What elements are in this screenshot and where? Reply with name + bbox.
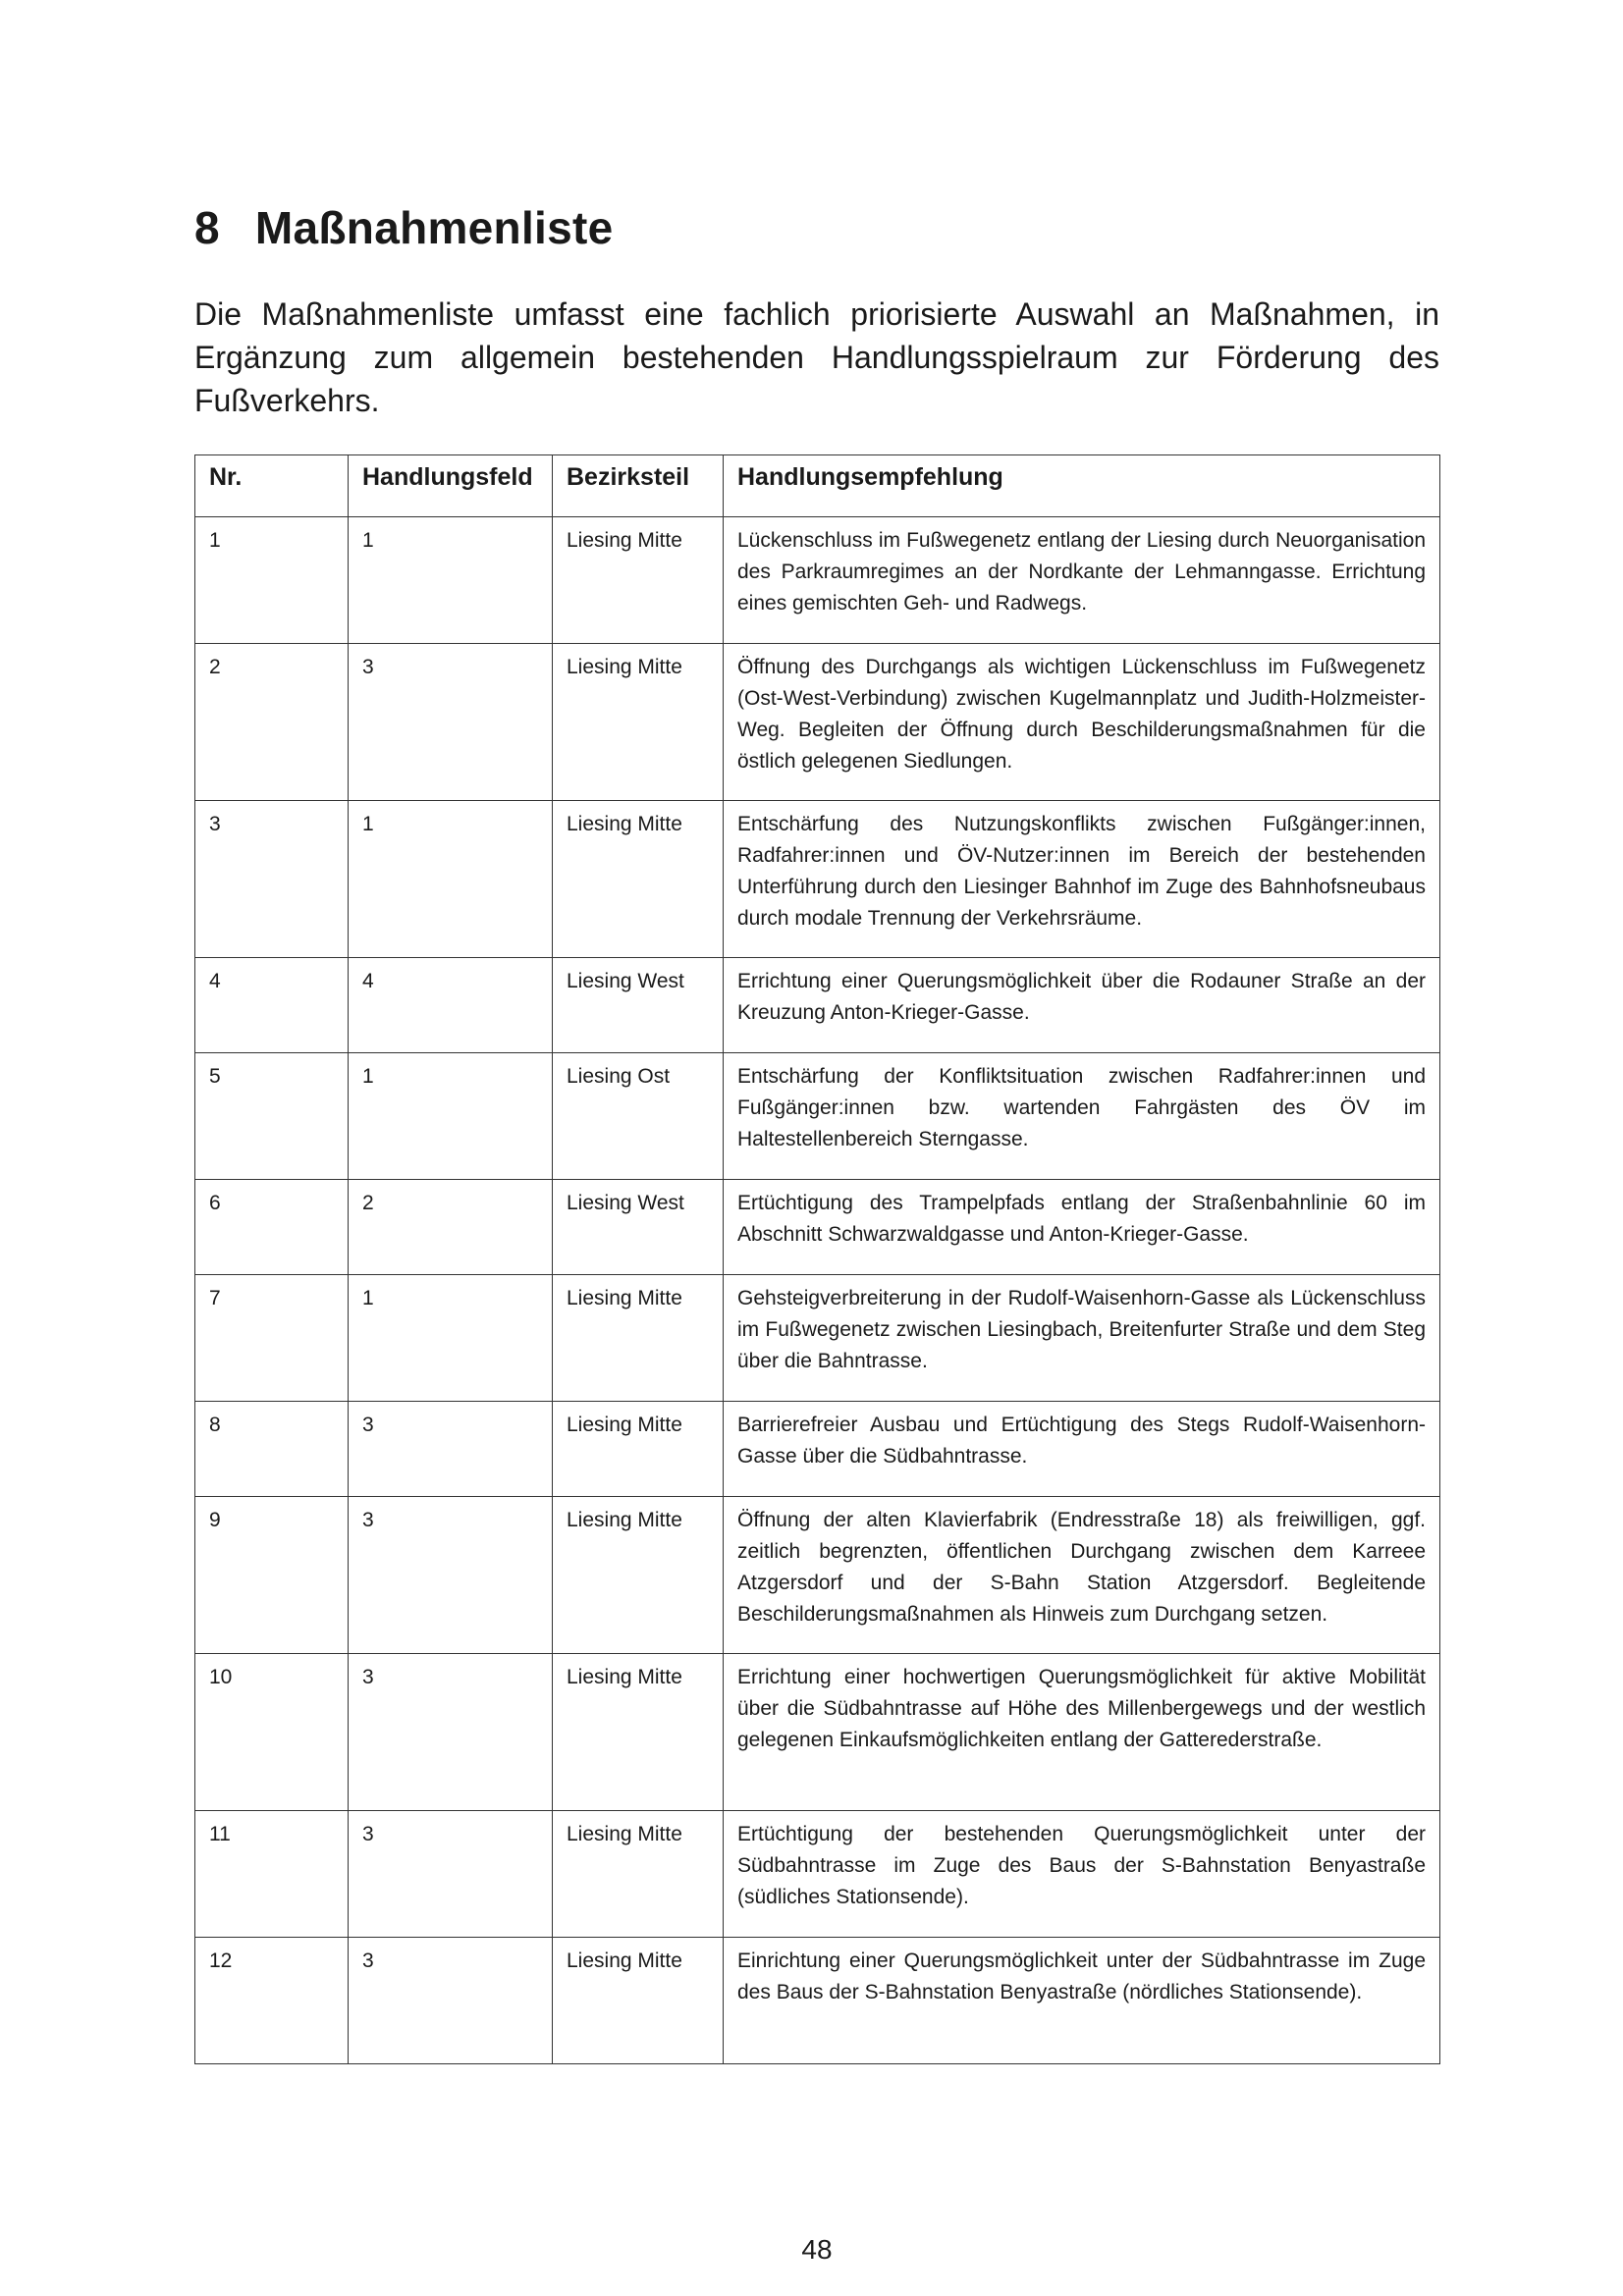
cell-nr: 6	[195, 1180, 349, 1275]
table-row	[195, 1497, 1440, 1654]
cell-bezirksteil: Liesing Mitte	[553, 644, 724, 801]
cell-handlungsfeld: 3	[349, 1497, 553, 1654]
cell-handlungsempfehlung: Entschärfung der Konfliktsituation zwischen Radfahrer:innen und Fußgänger:innen bzw. wartenden Fahrgästen des ÖV im Haltestellenbereich Sterngasse.	[724, 1053, 1440, 1180]
cell-handlungsfeld: 1	[349, 1275, 553, 1402]
cell-handlungsfeld: 1	[349, 1053, 553, 1180]
cell-nr: 5	[195, 1053, 349, 1180]
page-number: 48	[801, 2234, 833, 2265]
cell-bezirksteil: Liesing Mitte	[553, 1275, 724, 1402]
section-heading	[194, 201, 614, 254]
cell-handlungsempfehlung: Errichtung einer hochwertigen Querungsmöglichkeit für aktive Mobilität über die Südbahntrasse auf Höhe des Millenbergewegs und der westlich gelegenen Einkaufsmöglichkeiten entlang der Gatterederstraße.	[724, 1654, 1440, 1811]
measures-table	[194, 454, 1440, 2064]
table-row	[195, 644, 1440, 801]
table-row	[195, 1811, 1440, 1938]
header-handlungsempfehlung: Handlungsempfehlung	[724, 455, 1440, 517]
cell-handlungsempfehlung: Barrierefreier Ausbau und Ertüchtigung des Stegs Rudolf-Waisenhorn-Gasse über die Südbahntrasse.	[724, 1402, 1440, 1497]
cell-handlungsfeld: 3	[349, 1654, 553, 1811]
header-bezirksteil: Bezirksteil	[553, 455, 724, 517]
cell-nr: 1	[195, 517, 349, 644]
cell-handlungsempfehlung: Lückenschluss im Fußwegenetz entlang der Liesing durch Neuorganisation des Parkraumregimes an der Nordkante der Lehmanngasse. Errichtung eines gemischten Geh- und Radwegs.	[724, 517, 1440, 644]
cell-bezirksteil: Liesing West	[553, 958, 724, 1053]
table-row	[195, 1180, 1440, 1275]
cell-bezirksteil: Liesing Mitte	[553, 1402, 724, 1497]
cell-nr: 11	[195, 1811, 349, 1938]
table-row	[195, 1053, 1440, 1180]
cell-handlungsempfehlung: Ertüchtigung der bestehenden Querungsmöglichkeit unter der Südbahntrasse im Zuge des Baus der S-Bahnstation Benyastraße (südliches Stationsende).	[724, 1811, 1440, 1938]
table-header-row	[195, 455, 1440, 517]
table-row	[195, 801, 1440, 958]
cell-bezirksteil: Liesing Mitte	[553, 1497, 724, 1654]
cell-handlungsfeld: 3	[349, 1811, 553, 1938]
header-handlungsfeld: Handlungsfeld	[349, 455, 553, 517]
table-row	[195, 1275, 1440, 1402]
cell-nr: 9	[195, 1497, 349, 1654]
table-body	[195, 517, 1440, 2064]
cell-nr: 4	[195, 958, 349, 1053]
cell-nr: 10	[195, 1654, 349, 1811]
cell-handlungsempfehlung: Öffnung des Durchgangs als wichtigen Lückenschluss im Fußwegenetz (Ost-West-Verbindung) zwischen Kugelmannplatz und Judith-Holzmeister-Weg. Begleiten der Öffnung durch Beschilderungsmaßnahmen für die östlich gelegenen Siedlungen.	[724, 644, 1440, 801]
section-number: 8	[194, 202, 220, 253]
cell-handlungsempfehlung: Errichtung einer Querungsmöglichkeit über die Rodauner Straße an der Kreuzung Anton-Krieger-Gasse.	[724, 958, 1440, 1053]
table-row	[195, 958, 1440, 1053]
table-row	[195, 1402, 1440, 1497]
cell-bezirksteil: Liesing Mitte	[553, 801, 724, 958]
cell-handlungsfeld: 4	[349, 958, 553, 1053]
cell-handlungsfeld: 1	[349, 517, 553, 644]
cell-bezirksteil: Liesing Mitte	[553, 1811, 724, 1938]
cell-handlungsfeld: 3	[349, 644, 553, 801]
cell-bezirksteil: Liesing West	[553, 1180, 724, 1275]
cell-bezirksteil: Liesing Mitte	[553, 1654, 724, 1811]
cell-handlungsempfehlung: Gehsteigverbreiterung in der Rudolf-Waisenhorn-Gasse als Lückenschluss im Fußwegenetz zwischen Liesingbach, Breitenfurter Straße und dem Steg über die Bahntrasse.	[724, 1275, 1440, 1402]
cell-handlungsempfehlung: Einrichtung einer Querungsmöglichkeit unter der Südbahntrasse im Zuge des Baus der S-Bahnstation Benyastraße (nördliches Stationsende).	[724, 1938, 1440, 2064]
cell-bezirksteil: Liesing Ost	[553, 1053, 724, 1180]
cell-bezirksteil: Liesing Mitte	[553, 1938, 724, 2064]
cell-handlungsfeld: 2	[349, 1180, 553, 1275]
cell-handlungsfeld: 3	[349, 1938, 553, 2064]
intro-paragraph: Die Maßnahmenliste umfasst eine fachlich priorisierte Auswahl an Maßnahmen, in Ergänzung zum allgemein bestehenden Handlungsspielraum zur Förderung des Fußverkehrs.	[194, 296, 1439, 418]
table-row	[195, 1654, 1440, 1811]
cell-nr: 12	[195, 1938, 349, 2064]
cell-nr: 7	[195, 1275, 349, 1402]
cell-handlungsfeld: 1	[349, 801, 553, 958]
cell-nr: 3	[195, 801, 349, 958]
cell-nr: 8	[195, 1402, 349, 1497]
table-row	[195, 1938, 1440, 2064]
cell-bezirksteil: Liesing Mitte	[553, 517, 724, 644]
section-title: Maßnahmenliste	[254, 202, 614, 253]
header-nr: Nr.	[195, 455, 349, 517]
cell-handlungsempfehlung: Öffnung der alten Klavierfabrik (Endresstraße 18) als freiwilligen, ggf. zeitlich begrenzten, öffentlichen Durchgang zwischen dem Karreee Atzgersdorf und der S-Bahn Station Atzgersdorf. Begleitende Beschilderungsmaßnahmen als Hinweis zum Durchgang setzen.	[724, 1497, 1440, 1654]
cell-handlungsempfehlung: Ertüchtigung des Trampelpfads entlang der Straßenbahnlinie 60 im Abschnitt Schwarzwaldgasse und Anton-Krieger-Gasse.	[724, 1180, 1440, 1275]
cell-handlungsfeld: 3	[349, 1402, 553, 1497]
cell-handlungsempfehlung: Entschärfung des Nutzungskonflikts zwischen Fußgänger:innen, Radfahrer:innen und ÖV-Nutzer:innen im Bereich der bestehenden Unterführung durch den Liesinger Bahnhof im Zuge des Bahnhofsneubaus durch modale Trennung der Verkehrsräume.	[724, 801, 1440, 958]
cell-nr: 2	[195, 644, 349, 801]
table-row	[195, 517, 1440, 644]
